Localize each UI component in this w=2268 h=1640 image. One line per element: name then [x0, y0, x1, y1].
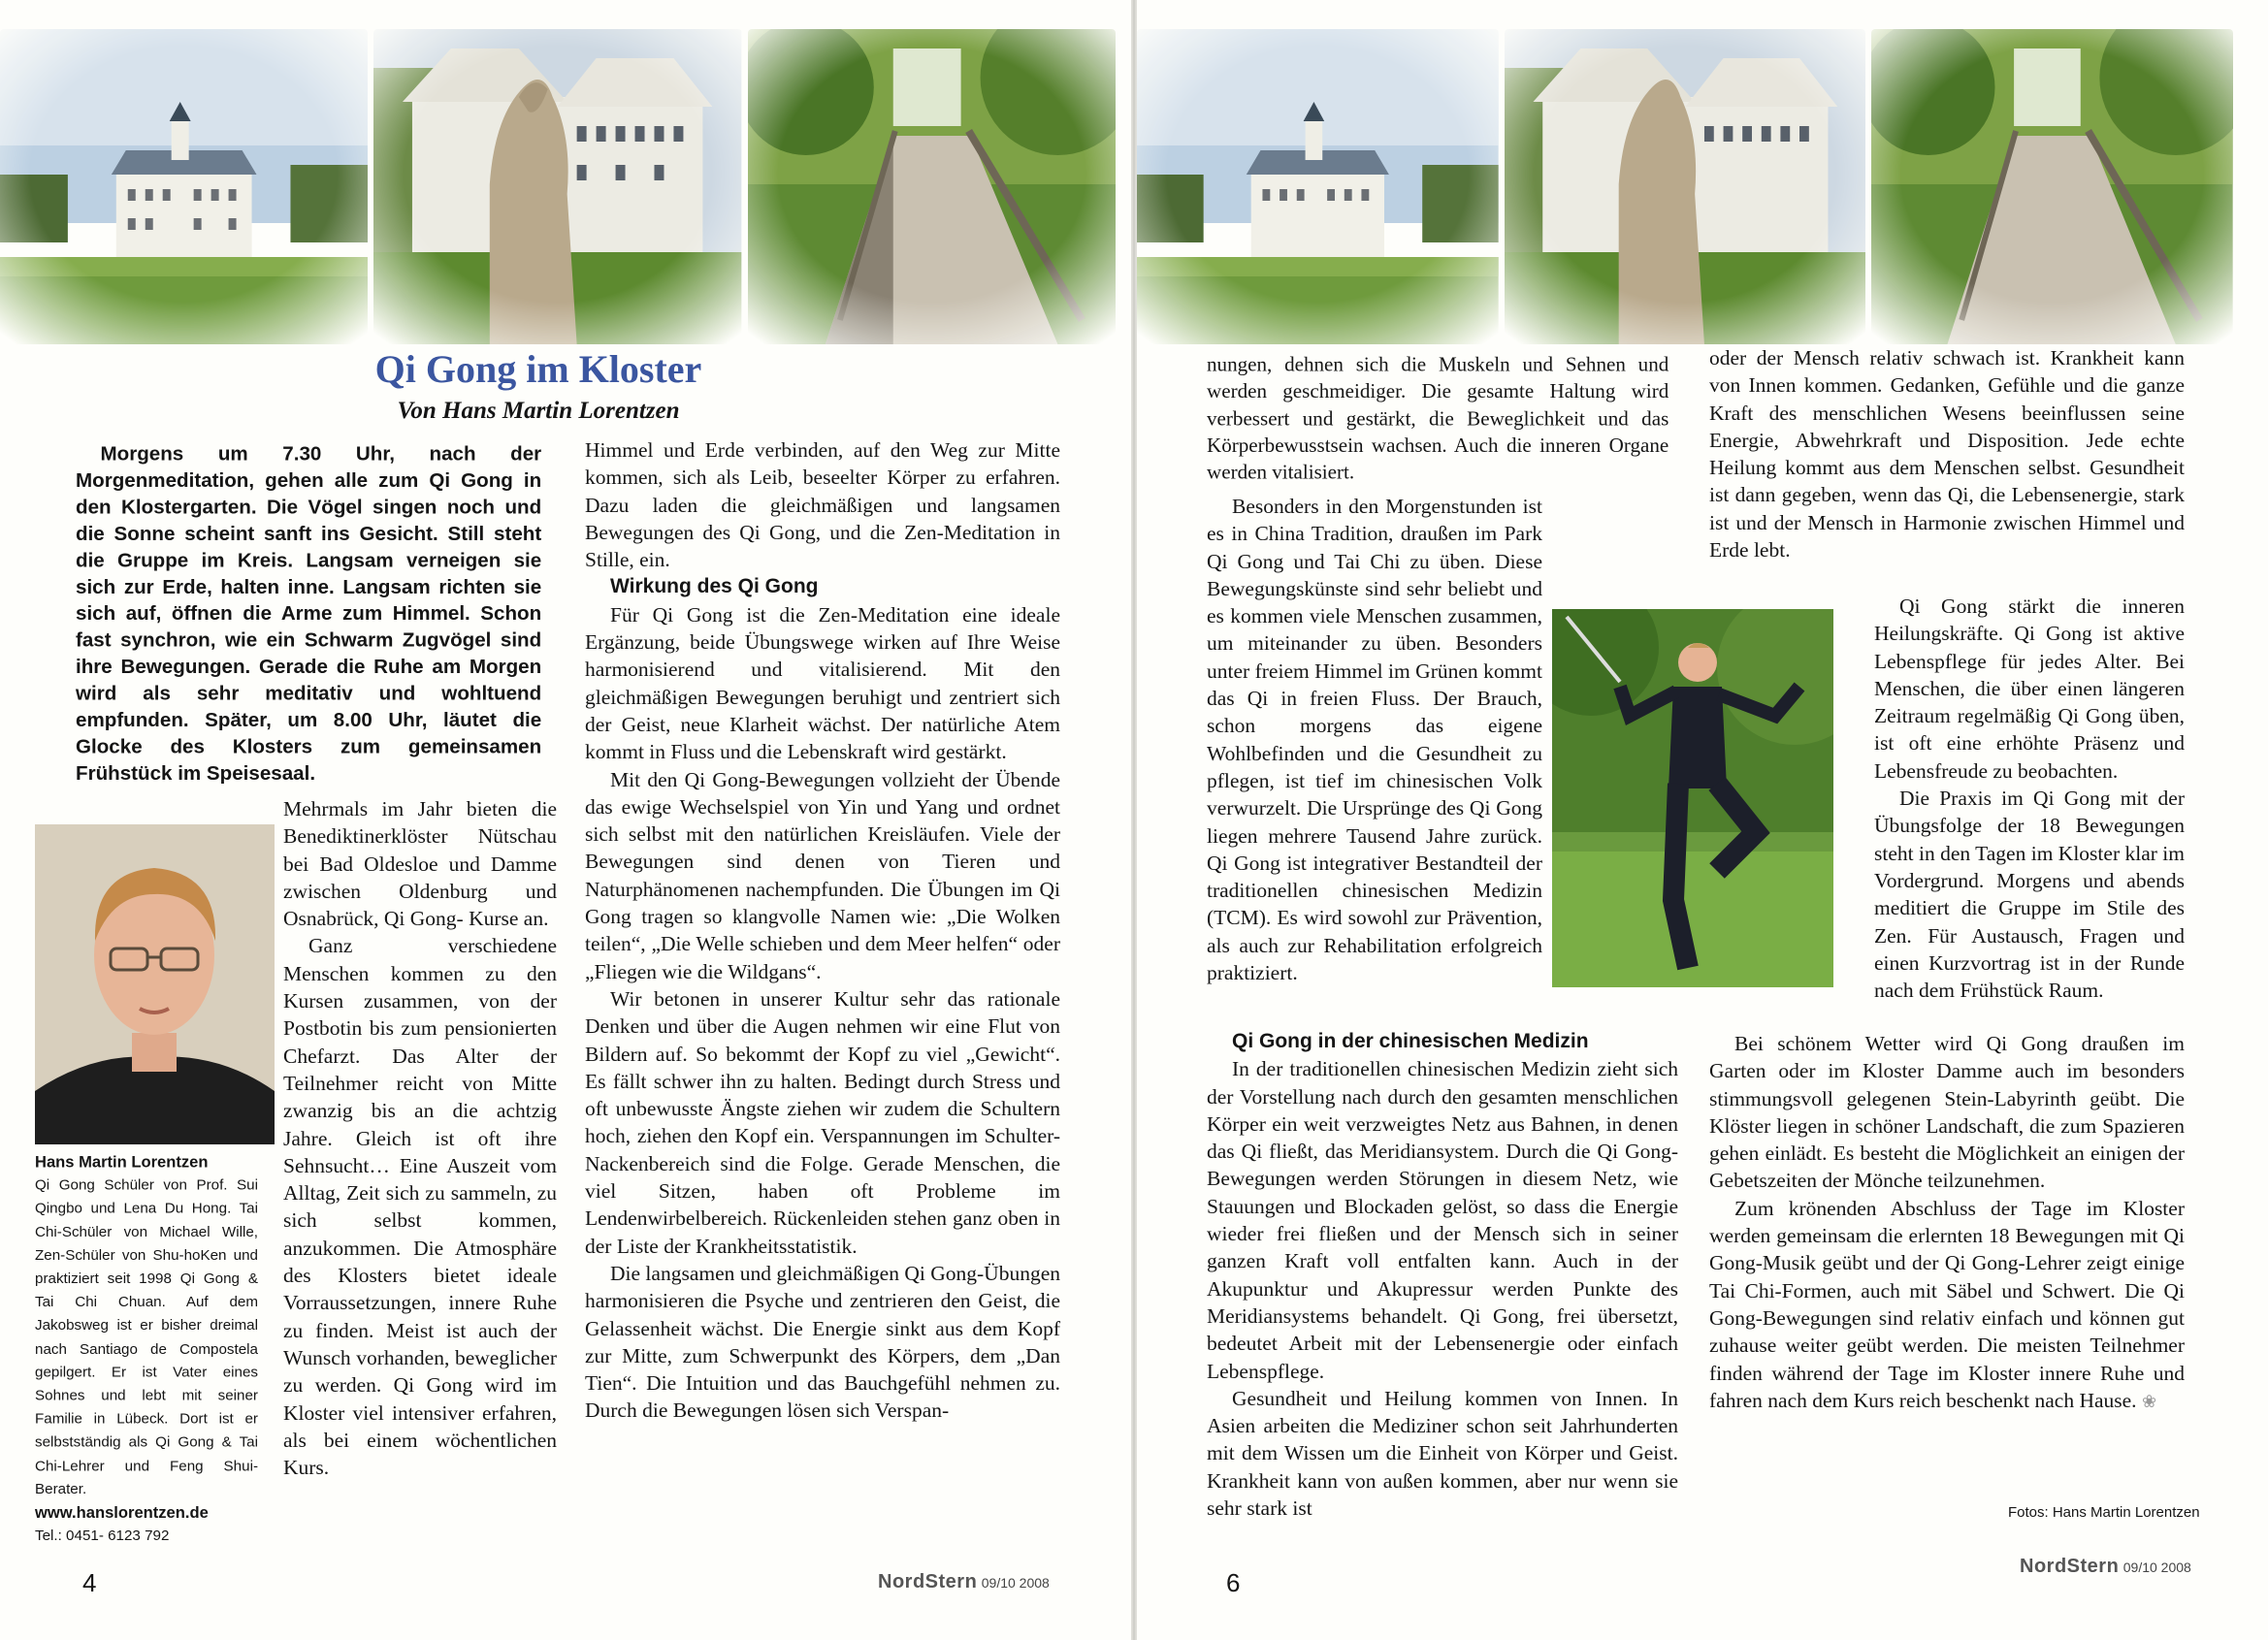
- author-portrait: [35, 824, 275, 1144]
- bridge-photo: [1871, 29, 2233, 344]
- page-number-right: 6: [1226, 1568, 1241, 1597]
- paragraph-mehrmals: Mehrmals im Jahr bieten die Benediktinerklöster Nütschau bei Bad Oldesloe und Damme zwischen Oldenburg und Osnabrück, Qi Gong- Kurse an.: [283, 797, 557, 931]
- paragraph-zen: Für Qi Gong ist die Zen-Meditation eine ideale Ergänzung, beide Übungswege wirken auf Ihre Weise harmonisierend und vitalisierend. Mit den gleichmäßigen Bewegungen beruhigt und zentriert sich der Geist, neue Klarheit wächst. Der natürliche Atem kommt in Fluss und die Lebenskraft wird gestärkt.: [585, 602, 1060, 764]
- article-byline: Von Hans Martin Lorentzen: [397, 398, 680, 424]
- bio-phone: Tel.: 0451- 6123 792: [35, 1527, 170, 1544]
- statue-photo: [373, 29, 741, 344]
- left-column-2: [585, 436, 1060, 1425]
- bridge-photo: [748, 29, 1116, 344]
- footer-right: [2020, 1556, 2191, 1578]
- statue-photo: [1505, 29, 1866, 344]
- monastery-photo: [1137, 29, 1499, 344]
- right-page: [1137, 0, 2268, 1640]
- right-column-1b: [1207, 493, 1542, 986]
- right-column-2c: [1709, 1030, 2185, 1415]
- photo-strip-right: [1137, 29, 2233, 344]
- issue-date: 09/10 2008: [2122, 1560, 2191, 1575]
- right-column-2a: [1709, 344, 2185, 563]
- paragraph-ganz: Ganz verschiedene Menschen kommen zu den Kursen zusammen, von der Postbotin bis zum pensionierten Chefarzt. Das Alter der Teilnehmer reicht von Mitte zwanzig bis an die achtzig Jahre. Gleich ist oft ihre Sehnsucht… Eine Auszeit vom Alltag, Zeit sich zu sammeln, zu sich selbst kommen, anzukommen. Die Atmosphäre des Klosters bietet ideale Vorraussetzungen, innere Ruhe zu finden. Meist ist auch der Wunsch vorhanden, beweglicher zu werden. Qi Gong wird im Kloster viel intensiver erfahren, als bei einem wöchentlichen Kurs.: [283, 934, 557, 1480]
- issue-date: 09/10 2008: [981, 1575, 1050, 1591]
- article-title: Qi Gong im Kloster: [374, 347, 702, 391]
- paragraph-praxis: Die Praxis im Qi Gong mit der Übungsfolge der 18 Bewegungen steht in den Tagen im Kloster klar im Vordergrund. Morgens und abends meditiert die Gruppe im Stile des Zen. Für Austausch, Fragen und einen Kurzvortrag ist in der Runde nach dem Frühstück Raum.: [1874, 787, 2185, 1003]
- taichi-photo: [1552, 609, 1833, 987]
- right-column-1c: [1207, 1028, 1678, 1522]
- bio-name: Hans Martin Lorentzen: [35, 1152, 209, 1172]
- paragraph-besonders: Besonders in den Morgenstunden ist es in China Tradition, draußen im Park Qi Gong und Tai Chi zu üben. Diese Bewegungskünste sind sehr beliebt und es kommen viele Menschen zusammen, um miteinander zu üben. Besonders unter freiem Himmel im Grünen kommt das Qi in freien Fluss. Der Brauch, schon morgens das eigene Wohlbefinden und die Gesundheit zu pflegen, ist tief im chinesischen Volk verwurzelt. Die Ursprünge des Qi Gong liegen mehrere Tausend Jahre zurück. Qi Gong ist integrativer Bestandteil der traditionellen chinesischen Medizin (TCM). Es wird sowohl zur Prävention, als auch zur Rehabilitation erfolgreich praktiziert.: [1207, 495, 1542, 985]
- right-column-1a: [1207, 351, 1669, 486]
- subhead-wirkung: Wirkung des Qi Gong: [610, 575, 819, 598]
- author-bio: [35, 1150, 258, 1548]
- magazine-name: NordStern: [878, 1571, 978, 1592]
- paragraph-staerkt: Qi Gong stärkt die inneren Heilungskräfte. Qi Gong ist aktive Lebenspflege für jedes Alter. Bei Menschen, die über einen längeren Zeitraum regelmäßig Qi Gong üben, ist oft eine erhöhte Präsenz und Lebensfreude zu beobachten.: [1874, 595, 2185, 783]
- photo-strip-left: [0, 29, 1116, 344]
- paragraph-langsamen: Die langsamen und gleichmäßigen Qi Gong-Übungen harmonisieren die Psyche und zentrieren den Geist, die Gelassenheit wächst. Die Energie sinkt aus dem Kopf zur Mitte, zum Schwerpunkt des Körpers, dem „Dan Tien“. Die Intuition und das Bauchgefühl nehmen zu. Durch die Bewegungen lösen sich Verspan-: [585, 1261, 1060, 1423]
- paragraph-oder: oder der Mensch relativ schwach ist. Krankheit kann von Innen kommen. Gedanken, Gefühle und die ganze Kraft des menschlichen Wesens beeinflussen seine Energie, Abwehrkraft und Disposition. Jede echte Heilung kommt aus dem Menschen selbst. Gesundheit ist dann gegeben, wenn das Qi, die Lebensenergie, stark ist und der Mensch in Harmonie zwischen Himmel und Erde lebt.: [1709, 346, 2185, 563]
- bio-website-link[interactable]: www.hanslorentzen.de: [35, 1503, 209, 1522]
- footer-left: [878, 1571, 1050, 1593]
- monastery-photo: [0, 29, 368, 344]
- paragraph-nungen: nungen, dehnen sich die Muskeln und Sehnen und werden geschmeidiger. Die gesamte Haltung wird verbessert und gestärkt, die Beweglichkeit und das Körperbewusstsein wachsen. Auch die inneren Organe werden vitalisiert.: [1207, 352, 1669, 484]
- left-page: [0, 0, 1131, 1640]
- magazine-name: NordStern: [2020, 1556, 2120, 1577]
- lead-paragraph: Morgens um 7.30 Uhr, nach der Morgenmeditation, gehen alle zum Qi Gong in den Klostergarten. Die Vögel singen noch und die Sonne scheint sanft ins Gesicht. Still steht die Gruppe im Kreis. Langsam verneigen sie sich zur Erde, halten inne. Langsam richten sie sich auf, öffnen die Arme zum Himmel. Schon fast synchron, wie ein Schwarm Zugvögel sind ihre Bewegungen. Gerade die Ruhe am Morgen wird als sehr meditativ und wohltuend empfunden. Später, um 8.00 Uhr, läutet die Glocke des Klosters zum gemeinsamen Frühstück im Speisesaal.: [76, 442, 542, 785]
- page-number-left: 4: [82, 1568, 97, 1597]
- left-column-1b: [283, 795, 557, 1481]
- paragraph-gesundheit: Gesundheit und Heilung kommen von Innen. In Asien arbeiten die Mediziner schon seit Jahrhunderten mit dem Wissen um die Einheit von Körper und Geist. Krankheit kann von außen kommen, aber nur wenn sie sehr stark ist: [1207, 1386, 1678, 1521]
- paragraph-kultur: Wir betonen in unserer Kultur sehr das rationale Denken und über die Augen nehmen wir eine Flut von Bildern auf. So bekommt der Kopf zu viel „Gewicht“. Es fällt schwer ihn zu halten. Bedingt durch Stress und oft unbewusste Ängste ziehen wir zudem die Schultern hoch, ziehen den Kopf ein. Verspannungen im Schulter-Nackenbereich sind die Folge. Gerade Menschen, die viel Sitzen, haben oft Probleme im Lendenwirbelbereich. Rückenleiden stehen ganz oben in der Liste der Krankheitsstatistik.: [585, 986, 1060, 1258]
- left-column-1: [76, 441, 541, 788]
- paragraph-abschluss: [1709, 1195, 2185, 1415]
- paragraph-tcm: In der traditionellen chinesischen Medizin zieht sich der Vorstellung nach durch den gesamten menschlichen Körper ein weit verzweigtes Netz aus Bahnen, in denen das Qi fließt, das Meridiansystem. Durch die Qi Gong-Bewegungen werden Störungen in diesem Netz, wie Stauungen und Blockaden gelöst, so dass die Energie wieder frei fließen und der Mensch sich in seiner ganzen Kraft voll entfalten kann. Auch in der Akupunktur und Akupressur werden Punkte des Meridiansystems behandelt. Qi Gong, frei übersetzt, bedeutet Arbeit mit der Lebensenergie oder einfach Lebenspflege.: [1207, 1057, 1678, 1383]
- paragraph-abschluss-text: Zum krönenden Abschluss der Tage im Kloster werden gemeinsam die erlernten 18 Bewegungen mit Qi Gong-Musik geübt und der Qi Gong-Lehrer zeigt einige Tai Chi-Formen, auch mit Säbel und Schwert. Die Qi Gong-Bewegungen sind relativ einfach und können gut zuhause weiter geübt werden. Die meisten Teilnehmer finden während der Tage im Kloster innere Ruhe und fahren nach dem Kurs reich beschenkt nach Hause.: [1709, 1196, 2185, 1412]
- end-mark-icon: ❀: [2141, 1391, 2157, 1411]
- right-column-2b: [1874, 593, 2185, 1004]
- paragraph-himmel: Himmel und Erde verbinden, auf den Weg zur Mitte kommen, sich als Leib, beseelter Körper zu erfahren. Dazu laden die gleichmäßigen und langsamen Bewegungen des Qi Gong, und die Zen-Meditation in Stille, ein.: [585, 438, 1060, 572]
- subhead-medizin: Qi Gong in der chinesischen Medizin: [1232, 1030, 1589, 1052]
- paragraph-bewegungen: Mit den Qi Gong-Bewegungen vollzieht der Übende das ewige Wechselspiel von Yin und Yang und ordnet sich selbst mit den natürlichen Kreisläufen. Viele der Bewegungen sind denen von Tieren und Naturphänomenen nachempfunden. Die Übungen im Qi Gong tragen so klangvolle Namen wie: „Die Wolken teilen“, „Die Welle schieben und dem Meer helfen“ oder „Fliegen wie die Wildgans“.: [585, 767, 1060, 983]
- bio-text: Qi Gong Schüler von Prof. Sui Qingbo und Lena Du Hong. Tai Chi-Schüler von Michael Wille, Zen-Schüler von Shu-hoKen und praktiziert seit 1998 Qi Gong & Tai Chi Chuan. Auf dem Jakobsweg ist er bisher dreimal nach Santiago de Compostela gepilgert. Er ist Vater eines Sohnes und lebt mit seiner Familie in Lübeck. Dort ist er selbstständig als Qi Gong & Tai Chi-Lehrer und Feng Shui- Berater.: [35, 1176, 258, 1497]
- paragraph-wetter: Bei schönem Wetter wird Qi Gong draußen im Garten oder im Kloster Damme auch im besonders stimmungsvoll gelegenen Stein-Labyrinth geübt. Die Klöster liegen in schöner Landschaft, die zum Spazieren gehen einlädt. Es besteht die Möglichkeit an einigen der Gebetszeiten der Mönche teilzunehmen.: [1709, 1032, 2185, 1193]
- photo-credit: Fotos: Hans Martin Lorentzen: [2008, 1504, 2200, 1521]
